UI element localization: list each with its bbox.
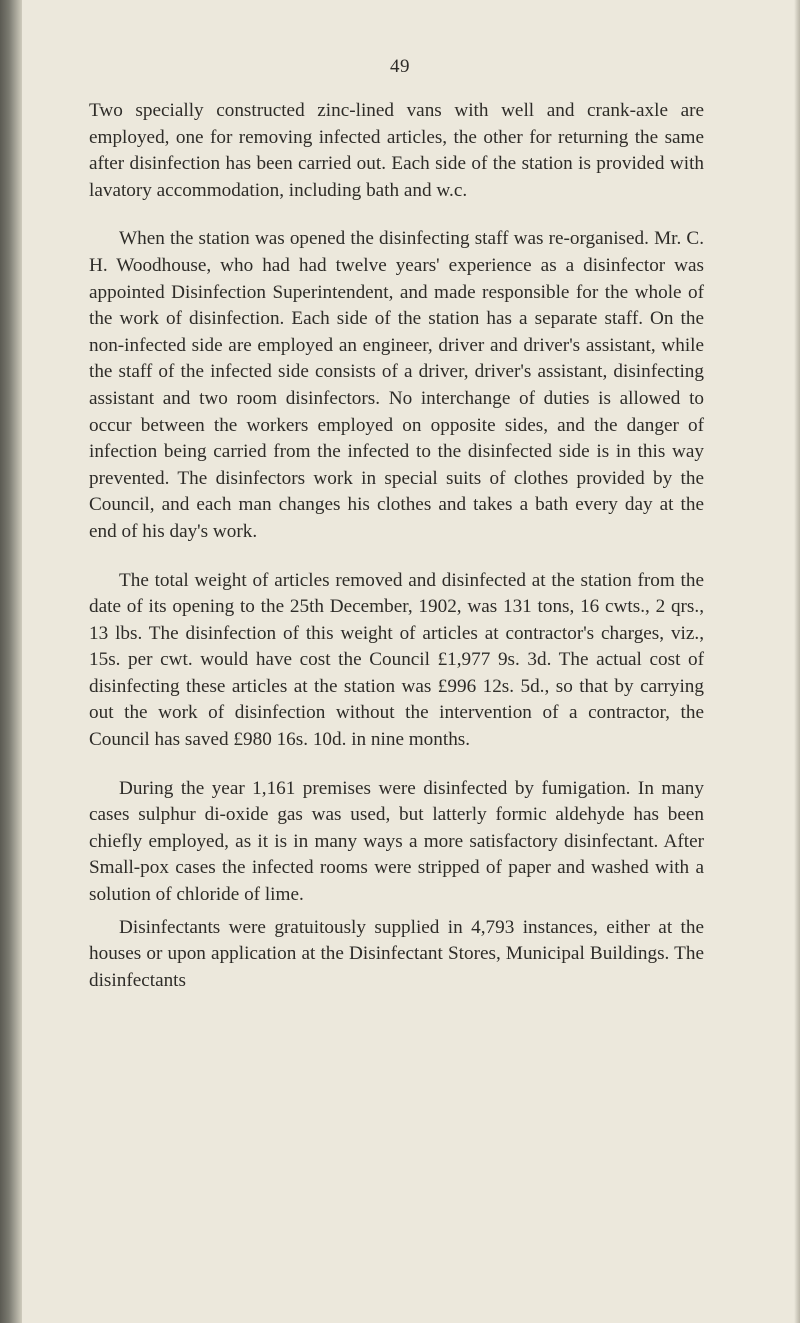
body-text bbox=[89, 98, 704, 1016]
page-number: 49 bbox=[390, 56, 410, 77]
page-edge-shadow bbox=[794, 0, 800, 1323]
paragraph-disinfectants: Disinfectants were gratuitously supplied in 4,793 instances, either at the houses or upon application at the Disinfectant Stores, Municipal Buildings. The disinfectants bbox=[89, 916, 704, 991]
paragraph-staff: When the station was opened the disinfecting staff was re-organised. Mr. C. H. Woodhouse, who had had twelve years' experience as a disinfector was appointed Disinfection Superintendent, and made responsible for the whole of the work of disinfection. Each side of the station has a separate staff. On the non-infected side are employed an engineer, driver and driver's assistant, while the staff of the infected side consists of a driver, driver's assistant, disinfecting assistant and two room disinfectors. No interchange of duties is allowed to occur between the workers employed on opposite sides, and the danger of infection being carried from the infected to the disinfected side is in this way prevented. The disinfectors work in special suits of clothes provided by the Council, and each man changes his clothes and takes a bath every day at the end of his day's work. bbox=[89, 228, 704, 542]
book-spine-shadow bbox=[0, 0, 22, 1323]
paragraph-vans: Two specially constructed zinc-lined vans with well and crank-axle are employed, one for removing infected articles, the other for returning the same after disinfection has been carried out. Each side of the station is provided with lavatory accommodation, including bath and w.c. bbox=[89, 100, 704, 201]
paragraph-weight-cost: The total weight of articles removed and disinfected at the station from the date of its opening to the 25th December, 1902, was 131 tons, 16 cwts., 2 qrs., 13 lbs. The disinfection of this weight of articles at contractor's charges, viz., 15s. per cwt. would have cost the Council £1,977 9s. 3d. The actual cost of disinfecting these articles at the station was £996 12s. 5d., so that by carrying out the work of disinfection without the intervention of a contractor, the Council has saved £980 16s. 10d. in nine months. bbox=[89, 569, 704, 751]
paragraph-fumigation: During the year 1,161 premises were disinfected by fumigation. In many cases sulphur di-oxide gas was used, but latterly formic aldehyde has been chiefly employed, as it is in many ways a more satisfactory disinfectant. After Small-pox cases the infected rooms were stripped of paper and washed with a solution of chloride of lime. bbox=[89, 777, 704, 906]
